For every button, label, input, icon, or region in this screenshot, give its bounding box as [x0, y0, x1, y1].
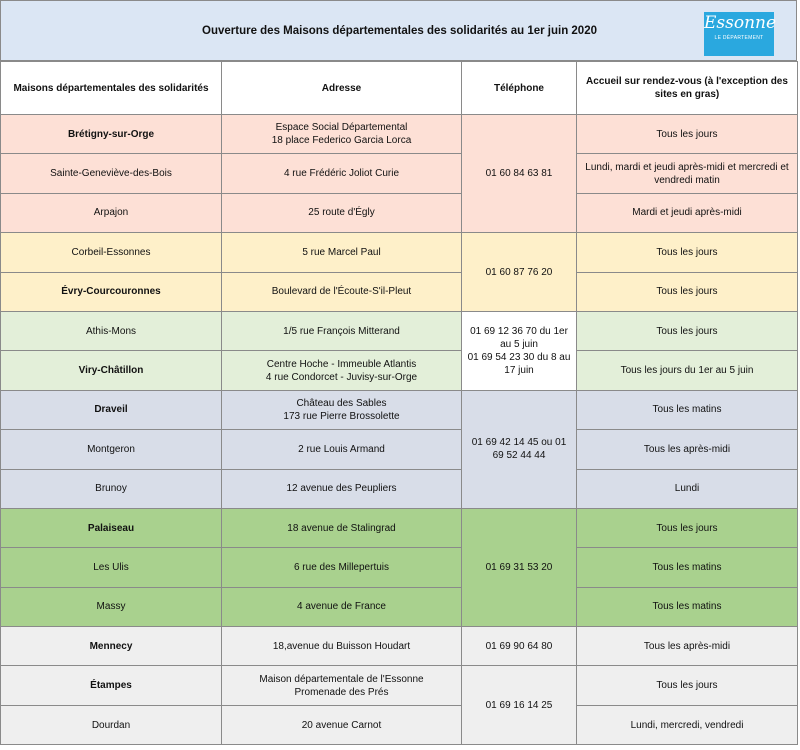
adresse-cell: Boulevard de l'Écoute-S'il-Pleut: [222, 272, 462, 311]
accueil-cell: Tous les après-midi: [577, 430, 798, 469]
accueil-cell: Tous les matins: [577, 390, 798, 429]
adresse-cell: 2 rue Louis Armand: [222, 430, 462, 469]
accueil-cell: Mardi et jeudi après-midi: [577, 193, 798, 232]
table-row: [1, 430, 798, 469]
telephone-cell: 01 69 42 14 45 ou 01 69 52 44 44: [462, 390, 577, 508]
telephone-line: 01 69 54 23 30 du 8 au 17 juin: [467, 351, 571, 376]
adresse-cell: 18 avenue de Stalingrad: [222, 508, 462, 547]
adresse-cell: 1/5 rue François Mitterand: [222, 311, 462, 350]
table-row: [1, 548, 798, 587]
adresse-cell: 12 avenue des Peupliers: [222, 469, 462, 508]
solidarity-table: [0, 61, 798, 745]
adresse-cell: 20 avenue Carnot: [222, 705, 462, 744]
table-row: [1, 154, 798, 193]
adresse-line: 18 place Federico Garcia Lorca: [271, 135, 412, 147]
adresse-cell: 6 rue des Millepertuis: [222, 548, 462, 587]
accueil-cell: Lundi: [577, 469, 798, 508]
adresse-line: Centre Hoche - Immeuble Atlantis: [266, 358, 417, 370]
telephone-cell: 01 69 16 14 25: [462, 666, 577, 745]
maison-cell: Athis-Mons: [1, 311, 222, 350]
table-row: [1, 666, 798, 705]
adresse-cell: 4 rue Frédéric Joliot Curie: [222, 154, 462, 193]
maison-cell: Palaiseau: [1, 508, 222, 547]
accueil-cell: Lundi, mercredi, vendredi: [577, 705, 798, 744]
adresse-line: 4 rue Condorcet - Juvisy-sur-Orge: [265, 371, 418, 383]
telephone-cell: 01 69 31 53 20: [462, 508, 577, 626]
table-row: [1, 351, 798, 390]
essonne-logo: [704, 12, 777, 56]
maison-cell: Sainte-Geneviève-des-Bois: [1, 154, 222, 193]
table-header-row: [1, 62, 798, 115]
adresse-line: Promenade des Prés: [294, 686, 389, 698]
adresse-cell: 5 rue Marcel Paul: [222, 233, 462, 272]
accueil-cell: Tous les matins: [577, 548, 798, 587]
telephone-cell: 01 69 90 64 80: [462, 627, 577, 666]
table-row: [1, 193, 798, 232]
adresse-cell: [222, 115, 462, 154]
adresse-cell: [222, 351, 462, 390]
adresse-cell: 4 avenue de France: [222, 587, 462, 626]
telephone-cell: [462, 311, 577, 390]
table-row: [1, 115, 798, 154]
adresse-cell: [222, 666, 462, 705]
adresse-cell: [222, 390, 462, 429]
logo-sub: LE DÉPARTEMENT: [714, 35, 764, 41]
maison-cell: Étampes: [1, 666, 222, 705]
header-accueil: Accueil sur rendez-vous (à l'exception des sites en gras): [577, 62, 798, 115]
maison-cell: Arpajon: [1, 193, 222, 232]
adresse-line: Maison départementale de l'Essonne: [259, 673, 424, 685]
maison-cell: Brunoy: [1, 469, 222, 508]
adresse-cell: 18,avenue du Buisson Houdart: [222, 627, 462, 666]
header-adresse: Adresse: [222, 62, 462, 115]
table-row: [1, 469, 798, 508]
telephone-cell: 01 60 87 76 20: [462, 233, 577, 312]
maison-cell: Viry-Châtillon: [1, 351, 222, 390]
adresse-cell: 25 route d'Égly: [222, 193, 462, 232]
adresse-line: 173 rue Pierre Brossolette: [283, 410, 400, 422]
accueil-cell: Lundi, mardi et jeudi après-midi et mercredi et vendredi matin: [577, 154, 798, 193]
header-telephone: Téléphone: [462, 62, 577, 115]
maison-cell: Corbeil-Essonnes: [1, 233, 222, 272]
adresse-line: Château des Sables: [296, 397, 387, 409]
table-row: [1, 587, 798, 626]
maison-cell: Les Ulis: [1, 548, 222, 587]
accueil-cell: Tous les jours: [577, 233, 798, 272]
table-row: [1, 233, 798, 272]
maison-cell: Brétigny-sur-Orge: [1, 115, 222, 154]
accueil-cell: Tous les jours: [577, 115, 798, 154]
telephone-cell: 01 60 84 63 81: [462, 115, 577, 233]
page-title: Ouverture des Maisons départementales des solidarités au 1er juin 2020: [202, 25, 597, 37]
table-row: [1, 627, 798, 666]
maison-cell: Montgeron: [1, 430, 222, 469]
accueil-cell: Tous les jours: [577, 272, 798, 311]
maison-cell: Évry-Courcouronnes: [1, 272, 222, 311]
table-row: [1, 705, 798, 744]
accueil-cell: Tous les jours: [577, 508, 798, 547]
maison-cell: Dourdan: [1, 705, 222, 744]
accueil-cell: Tous les jours: [577, 666, 798, 705]
table-row: [1, 311, 798, 350]
maison-cell: Mennecy: [1, 627, 222, 666]
adresse-line: Espace Social Départemental: [275, 122, 408, 134]
logo-tagline: TERRE D'AVENIRS: [708, 52, 768, 58]
logo-brand: Essonne: [704, 13, 777, 33]
title-bar: [0, 0, 797, 61]
header-maison: Maisons départementales des solidarités: [1, 62, 222, 115]
accueil-cell: Tous les jours du 1er au 5 juin: [577, 351, 798, 390]
telephone-line: 01 69 12 36 70 du 1er au 5 juin: [470, 325, 568, 350]
table-row: [1, 508, 798, 547]
maison-cell: Massy: [1, 587, 222, 626]
table-row: [1, 390, 798, 429]
accueil-cell: Tous les jours: [577, 311, 798, 350]
accueil-cell: Tous les matins: [577, 587, 798, 626]
maison-cell: Draveil: [1, 390, 222, 429]
accueil-cell: Tous les après-midi: [577, 627, 798, 666]
table-row: [1, 272, 798, 311]
